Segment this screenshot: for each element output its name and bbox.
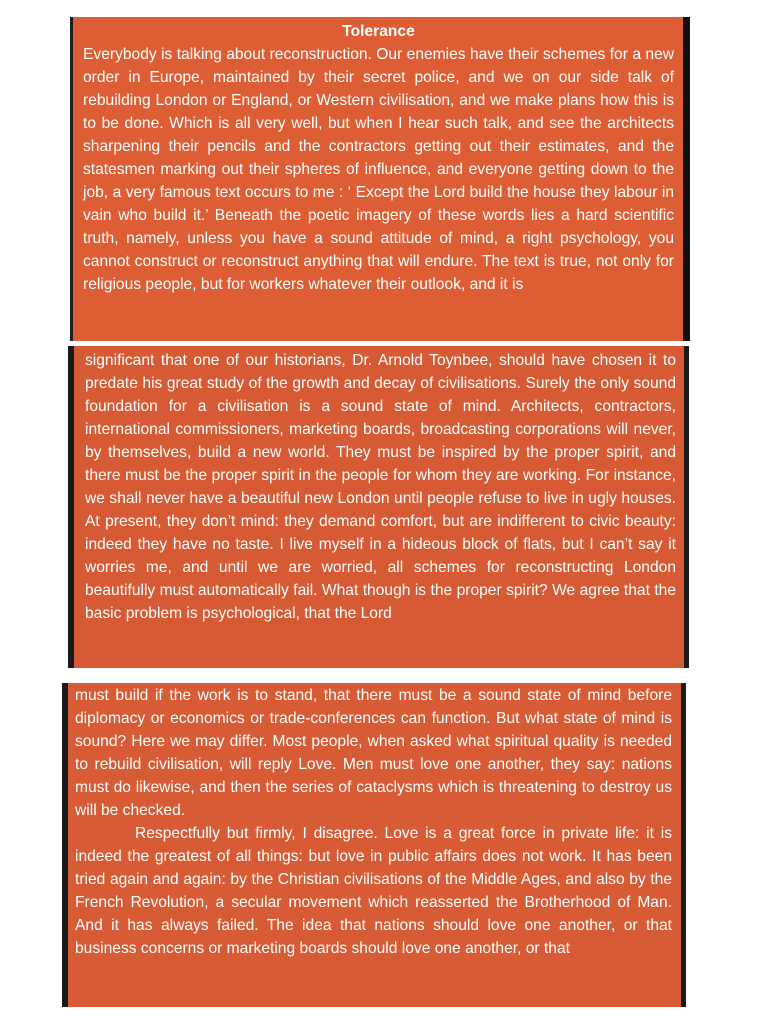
paragraph-3: must build if the work is to stand, that there must be a sound state of mind before diplomacy or economics or trade-conferences can function. But what state of mind is sound? Here we may differ. Most people, when asked what spiritual quality is needed to rebuild civilisation, will reply Love. Men must love one another, they say: nations must do likewise, and then the series of cataclysms which is threatening to destroy us will be checked.	[75, 687, 672, 819]
page-scan-panel-2	[68, 346, 689, 668]
document-title: Tolerance	[342, 23, 415, 40]
page-scan-panel-1	[70, 17, 690, 341]
paragraph-2: significant that one of our historians, Dr. Arnold Toynbee, should have chosen it to predate his great study of the growth and decay of civilisations. Surely the only sound foundation for a civilisation is a sound state of mind. Architects, contractors, international commissioners, marketing boards, broadcasting corporations will never, by themselves, build a new world. They must be inspired by the proper spirit, and there must be the proper spirit in the people for whom they are working. For instance, we shall never have a beautiful new London until people refuse to live in ugly houses. At present, they don’t mind: they demand comfort, but are indifferent to civic beauty: indeed they have no taste. I live myself in a hideous block of flats, but I can’t say it worries me, and until we are worried, all schemes for reconstructing London beautifully must automatically fail. What though is the proper spirit? We agree that the basic problem is psychological, that the Lord	[85, 352, 676, 622]
paragraph-1: Everybody is talking about reconstruction. Our enemies have their schemes for a new order in Europe, maintained by their secret police, and we on our side talk of rebuilding London or England, or Western civilisation, and we make plans how this is to be done. Which is all very well, but when I hear such talk, and see the architects sharpening their pencils and the contractors getting out their estimates, and the statesmen marking out their spheres of influence, and everyone getting down to the job, a very famous text occurs to me : ‘ Except the Lord build the house they labour in vain who build it.’ Beneath the poetic imagery of these words lies a hard scientific truth, namely, unless you have a sound attitude of mind, a right psychology, you cannot construct or reconstruct anything that will endure. The text is true, not only for religious people, but for workers whatever their outlook, and it is	[83, 46, 674, 293]
page-scan-panel-3	[62, 683, 686, 1007]
paragraph-4: Respectfully but firmly, I disagree. Love is a great force in private life: it is indeed the greatest of all things: but love in public affairs does not work. It has been tried again and again: by the Christian civilisations of the Middle Ages, and also by the French Revolution, a secular movement which reasserted the Brotherhood of Man. And it has always failed. The idea that nations should love one another, or that business concerns or marketing boards should love one another, or that	[75, 825, 672, 957]
